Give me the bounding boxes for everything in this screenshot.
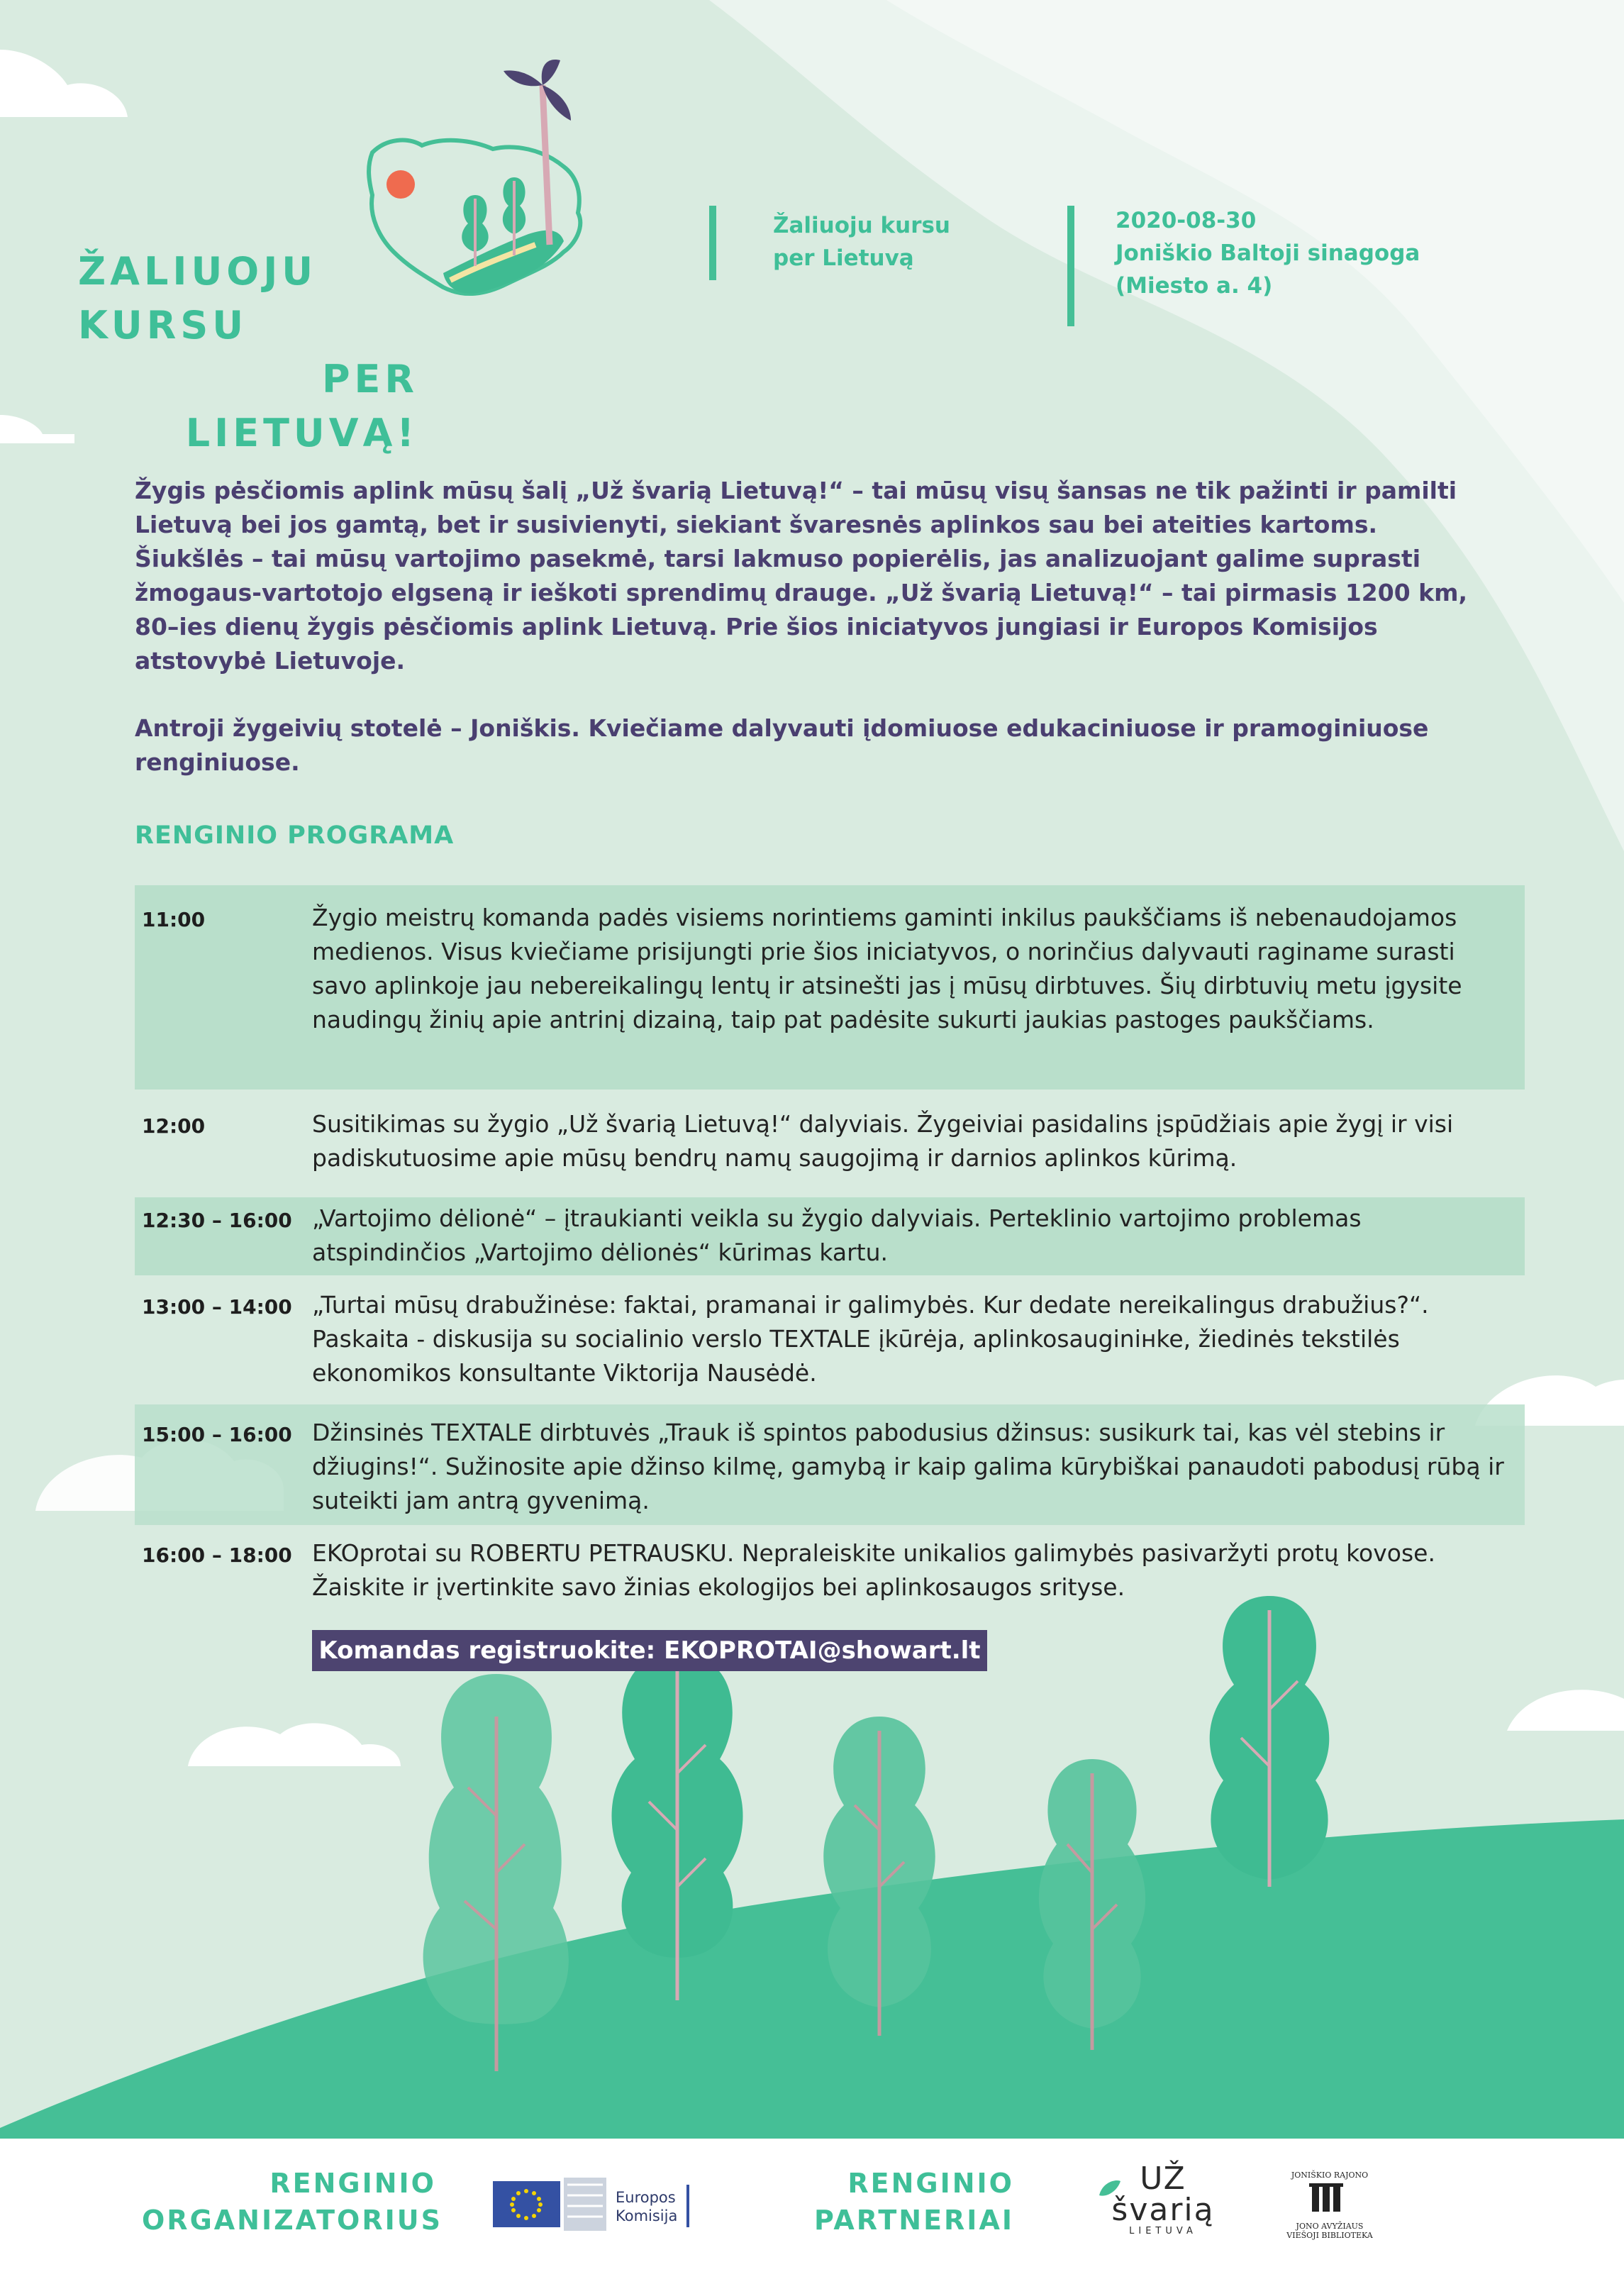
partners-label-line2: PARTNERIAI: [814, 2205, 1014, 2236]
header-divider-left: [709, 206, 716, 280]
program-description: Žygio meistrų komanda padės visiems norintiems gaminti inkilus paukščiams iš nebenaudojamos medienos. Visus kviečiame prisijungti prie šios iniciatyvos, o norinčius dalyvauti raginame surasti savo aplinkoje jau nebereikalingų lentų ir atsinešti jas į mūsų dirbtuves. Šių dirbtuvių metu įgysite naudingų žinių apie antrinį dizainą, taip pat padėsite sukurti jaukias pastoges paukščiams.: [312, 904, 1462, 1033]
tagline-line2: per Lietuvą: [773, 245, 914, 271]
tagline-line1: Žaliuoju kursu: [773, 213, 950, 238]
organizer-label: [142, 2165, 443, 2239]
event-details: [1116, 204, 1420, 302]
logo-title-line1: ŽALIUOJU KURSU: [78, 249, 318, 348]
program-title: RENGINIO PROGRAMA: [135, 821, 455, 850]
intro-paragraph-1: Žygis pėsčiomis aplink mūsų šalį „Už švarią Lietuvą!“ – tai mūsų visų šansas ne tik pažinti ir pamilti Lietuvą bei jos gamtą, bet ir susivienyti, siekiant švaresnės aplinkos sau bei ateities kartoms. Šiukšlės – tai mūsų vartojimo pasekmė, tarsi lakmuso popierėlis, jas analizuojant galime suprasti žmogaus-vartotojo elgseną ir ieškoti sprendimų drauge. „Už švarią Lietuvą!“ – tai pirmasis 1200 km, 80–ies dienų žygis pėsčiomis aplink Lietuvą. Prie šios iniciatyvos jungiasi ir Europos Komisijos atstovybė Lietuvoje.: [135, 477, 1468, 675]
program-row-1: [135, 885, 1525, 1090]
eu-logo-text: [616, 2188, 677, 2225]
uz-logo-line2: švarią: [1111, 2192, 1215, 2228]
intro-paragraph-2: Antroji žygeivių stotelė – Joniškis. Kviečiame dalyvauti įdomiuose edukaciniuose ir pramoginiuose renginiuose.: [135, 714, 1429, 776]
program-description: Džinsinės TEXTALE dirbtuvės „Trauk iš spintos pabodusius džinsus: susikurk tai, kas vėl stebins ir džiugins!“. Sužinosite apie džinso kilmę, gamybą ir kaip galima kūrybiškai panaudoti pabodusį rūbą ir suteikti jam antrą gyvenimą.: [312, 1419, 1504, 1514]
library-logo: [1284, 2171, 1376, 2240]
event-date: 2020-08-30: [1116, 208, 1257, 233]
program-time: 11:00: [142, 908, 206, 931]
event-venue-line2: (Miesto a. 4): [1116, 273, 1273, 299]
intro-text: [135, 474, 1482, 813]
program-row-6: [135, 1531, 1525, 1609]
program-description: „Turtai mūsų drabužinėse: faktai, pramanai ir galimybės. Kur dedate nereikalingus drabužius?“. Paskaita - diskusija su socialinio verslo TEXTALE įkūrėja, aplinkosauginінke, žiedinės tekstilės ekonomikos konsultante Viktorija Nausėdė.: [312, 1291, 1429, 1387]
program-description: Susitikimas su žygio „Už švarią Lietuvą!“ dalyviais. Žygeiviai pasidalins įspūdžiais apie žygį ir visi padiskutuosime apie mūsų bendrų namų saugojimą ir darnios aplinkos kūrimą.: [312, 1110, 1454, 1172]
eu-flag-logo: [493, 2174, 613, 2234]
eu-text-line2: Komisija: [616, 2207, 678, 2224]
library-text-line3: VIEŠOJI BIBLIOTEKA: [1286, 2231, 1373, 2240]
header-tagline: [773, 209, 950, 275]
event-venue-line1: Joniškio Baltoji sinagoga: [1116, 240, 1420, 266]
program-time: 13:00 – 14:00: [142, 1295, 292, 1319]
program-time: 16:00 – 18:00: [142, 1543, 292, 1567]
uz-logo-line3: LIETUVA: [1129, 2226, 1197, 2236]
program-time: 15:00 – 16:00: [142, 1423, 292, 1446]
library-text-line2: JONO AVYŽIAUS: [1296, 2222, 1364, 2231]
library-emblem-icon: [1284, 2180, 1376, 2219]
program-row-2: [135, 1102, 1525, 1180]
uz-logo-line1: UŽ: [1140, 2161, 1186, 2197]
header-divider-right: [1067, 206, 1074, 326]
organizer-label-line2: ORGANIZATORIUS: [142, 2205, 443, 2236]
program-time: 12:00: [142, 1114, 206, 1138]
program-description: „Vartojimo dėlionė“ – įtraukianti veikla su žygio dalyviais. Perteklinio vartojimo problemas atspindinčios „Vartojimo dėlionės“ kūrimas kartu.: [312, 1204, 1362, 1266]
logo-title-line2: PER LIETUVĄ!: [185, 357, 418, 455]
eu-divider: [686, 2185, 689, 2227]
registration-banner[interactable]: Komandas registruokite: EKOPROTAI@showart.lt: [312, 1630, 987, 1671]
organizer-label-line1: RENGINIO: [269, 2168, 436, 2199]
program-description: EKOprotai su ROBERTU PETRAUSKU. Nepraleiskite unikalios galimybės pasivaržyti protų kovose. Žaiskite ir įvertinkite savo žinias ekologijos bei aplinkosaugos srityse.: [312, 1539, 1435, 1601]
program-row-5: [135, 1404, 1525, 1525]
program-row-4: [135, 1282, 1525, 1396]
logo-title: [78, 245, 418, 460]
program-row-3: [135, 1197, 1525, 1275]
uz-svaria-logo: [1103, 2163, 1223, 2236]
partners-label: [780, 2165, 1014, 2239]
partners-label-line1: RENGINIO: [847, 2168, 1014, 2199]
program-time: 12:30 – 16:00: [142, 1209, 292, 1232]
library-text-line1: JONIŠKIO RAJONO: [1291, 2171, 1369, 2180]
eu-text-line1: Europos: [616, 2189, 676, 2206]
